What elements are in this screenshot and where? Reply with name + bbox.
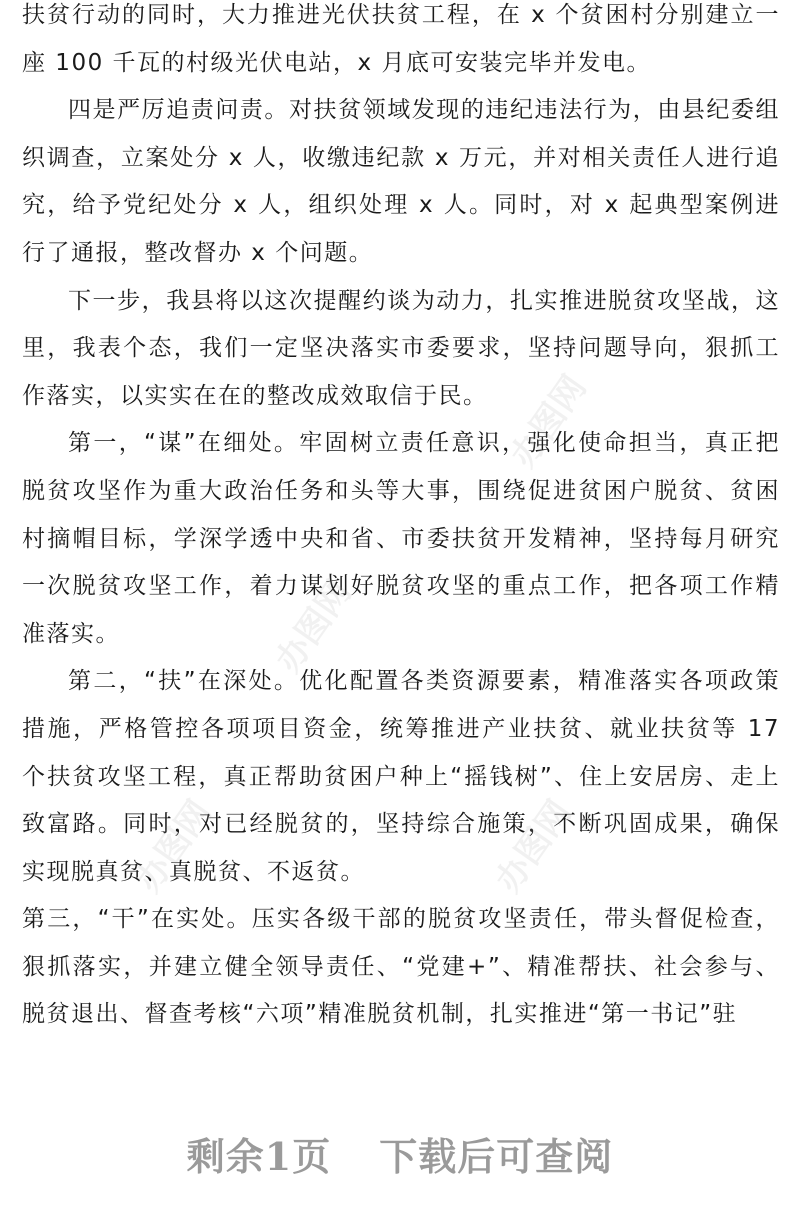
remaining-pages-label: 剩余1页 [186,1133,332,1179]
paragraph-2: 四是严厉追责问责。对扶贫领域发现的违纪违法行为，由县纪委组织调查，立案处分 x 人，收缴违纪款 x 万元，并对相关责任人进行追究，给予党纪处分 x 人，组织处理 x 人。同时，对 x 起典型案例进行了通报，整改督办 x 个问题。 [22,97,780,266]
paragraph-6: 第三，“干”在实处。压实各级干部的脱贫攻坚责任，带头督促检查，狠抓落实，并建立健全领导责任、“党建+”、精准帮扶、社会参与、脱贫退出、督查考核“六项”精准脱贫机制，扎实推进“第一书记”驻 [22,906,780,1028]
watermark: 办图网 [128,793,220,900]
download-hint-label: 下载后可查阅 [379,1133,614,1179]
paragraph-1: 扶贫行动的同时，大力推进光伏扶贫工程，在 x 个贫困村分别建立一座 100 千瓦的村级光伏电站，x 月底可安装完毕并发电。 [22,2,780,76]
document-body [22,0,780,1039]
watermark: 办图网 [488,793,580,900]
paragraph-4: 第一，“谋”在细处。牢固树立责任意识，强化使命担当，真正把脱贫攻坚作为重大政治任务和头等大事，围绕促进贫困户脱贫、贫困村摘帽目标，学深学透中央和省、市委扶贫开发精神，坚持每月研究一次脱贫攻坚工作，着力谋划好脱贫攻坚的重点工作，把各项工作精准落实。 [22,430,780,647]
watermark: 办图网 [503,368,595,475]
watermark: 办图网 [268,573,360,680]
download-prompt-banner[interactable] [0,1118,800,1188]
paragraph-3: 下一步，我县将以这次提醒约谈为动力，扎实推进脱贫攻坚战，这里，我表个态，我们一定坚决落实市委要求，坚持问题导向，狠抓工作落实，以实实在在的整改成效取信于民。 [22,287,780,409]
paragraph-5: 第二，“扶”在深处。优化配置各类资源要素，精准落实各项政策措施，严格管控各项项目资金，统筹推进产业扶贫、就业扶贫等 17 个扶贫攻坚工程，真正帮助贫困户种上“摇钱树”、住上安居房、走上致富路。同时，对已经脱贫的，坚持综合施策，不断巩固成果，确保实现脱真贫、真脱贫、不返贫。 [22,668,780,885]
